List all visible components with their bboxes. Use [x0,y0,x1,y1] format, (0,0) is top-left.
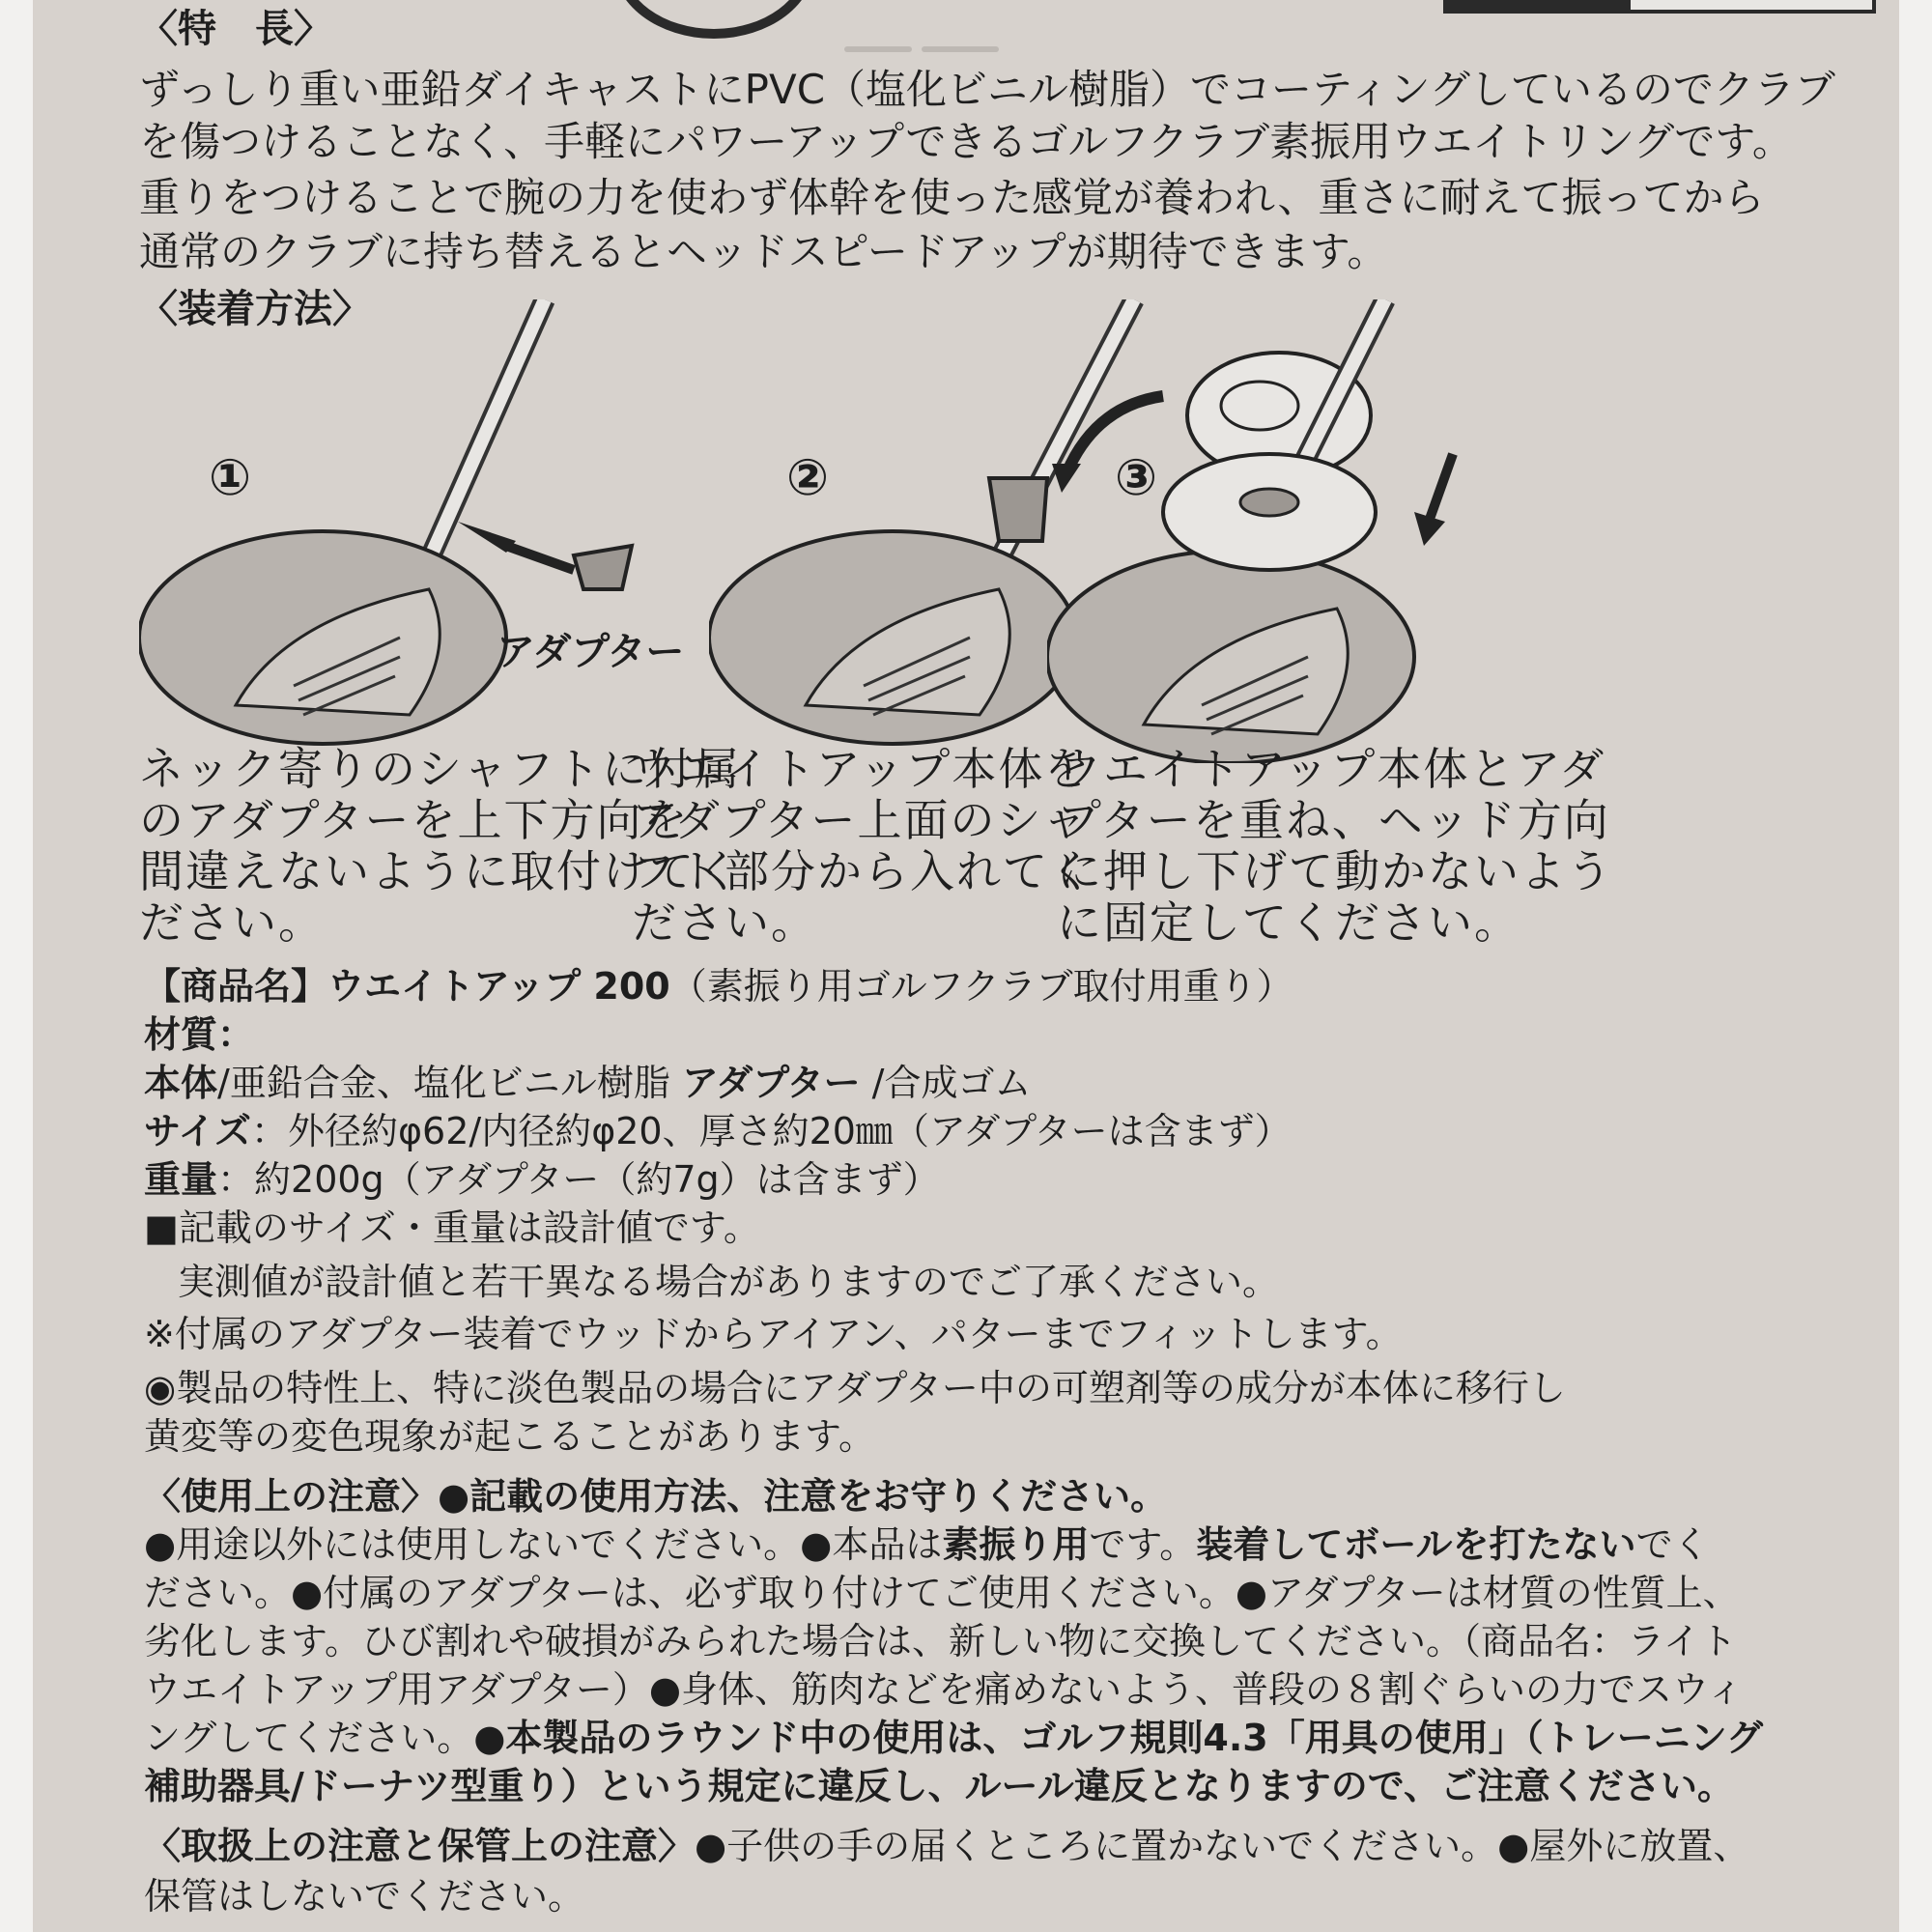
package-card [33,0,1899,1932]
hang-hole [844,46,912,52]
features-line: 通常のクラブに持ち替えるとヘッドスピードアップが期待できます。 [139,228,1388,275]
step-number: ③ [1115,449,1158,507]
usage-caution-heading: 〈使用上の注意〉●記載の使用方法、注意をお守りください。 [144,1475,1168,1518]
note-line: ※付属のアダプター装着でウッドからアイアン、パターまでフィットします。 [144,1313,1403,1355]
caution-line: ウエイトアップ用アダプター）●身体、筋肉などを痛めないよう、普段の８割ぐらいの力でスウィ [144,1668,1744,1711]
caution-line: 劣化します。ひび割れや破損がみられた場合は、新しい物に交換してください。（商品名：ライト [144,1620,1737,1662]
step-caption: ウエイトアップ本体とアダ プターを重ね、ヘッド方向 に押し下げて動かないよう に固定してください。 [1057,743,1613,949]
material-label: 材質： [144,1013,255,1056]
caution-line: ングしてください。●本製品のラウンド中の使用は、ゴルフ規則4.3「用具の使用」（トレーニング [144,1717,1763,1759]
handling-line: 〈取扱上の注意と保管上の注意〉●子供の手の届くところに置かないでください。●屋外に放置、 [144,1825,1750,1867]
step-number: ② [786,449,830,507]
driver-weight-fixed-illustration [1047,299,1501,763]
material-line: 本体/亜鉛合金、塩化ビニル樹脂 アダプター /合成ゴム [144,1062,1032,1104]
product-name: 【商品名】ウエイトアップ 200（素振り用ゴルフクラブ取付用重り） [144,965,1293,1008]
step-caption: ウエイトアップ本体を アダプター上面のシャ フト部分から入れてく ださい。 [632,743,1095,949]
note-line: ◉製品の特性上、特に淡色製品の場合にアダプター中の可塑剤等の成分が本体に移行し [144,1367,1566,1409]
size-line: サイズ：外径約φ62/内径約φ20、厚さ約20㎜（アダプターは含まず） [144,1110,1292,1152]
adapter-label: アダプター [497,630,685,674]
features-heading: 〈特 長〉 [139,7,332,51]
caution-line: 補助器具/ドーナツ型重り）という規定に違反し、ルール違反となりますので、ご注意ください。 [144,1765,1734,1807]
ring-illustration-partial [612,0,815,39]
note-line: ■記載のサイズ・重量は設計値です。 [144,1207,760,1249]
weight-line: 重量：約200g（アダプター（約7g）は含まず） [144,1158,940,1201]
features-line: 重りをつけることで腕の力を使わず体幹を使った感覚が養われ、重さに耐えて振ってから [139,174,1765,221]
top-label-box [1443,0,1876,14]
caution-line: ださい。●付属のアダプターは、必ず取り付けてご使用ください。●アダプターは材質の性質上、 [144,1572,1740,1614]
features-line: ずっしり重い亜鉛ダイキャストにPVC（塩化ビニル樹脂）でコーティングしているのでクラブ [139,66,1835,113]
caution-line: ●用途以外には使用しないでください。●本品は素振り用です。装着してボールを打たないでく [144,1523,1710,1566]
features-line: を傷つけることなく、手軽にパワーアップできるゴルフクラブ素振用ウエイトリングです。 [139,118,1793,165]
driver-with-adapter-illustration [139,299,680,763]
handling-line: 保管はしないでください。 [144,1875,585,1918]
note-line: 実測値が設計値と若干異なる場合がありますのでご了承ください。 [178,1261,1280,1303]
step-caption: ネック寄りのシャフトに付属 のアダプターを上下方向を 間違えないように取付けてく ださい。 [139,743,742,949]
mounting-heading: 〈装着方法〉 [139,287,371,331]
hang-hole [922,46,999,52]
step-number: ① [209,449,252,507]
note-line: 黄変等の変色現象が起こることがあります。 [144,1415,875,1458]
